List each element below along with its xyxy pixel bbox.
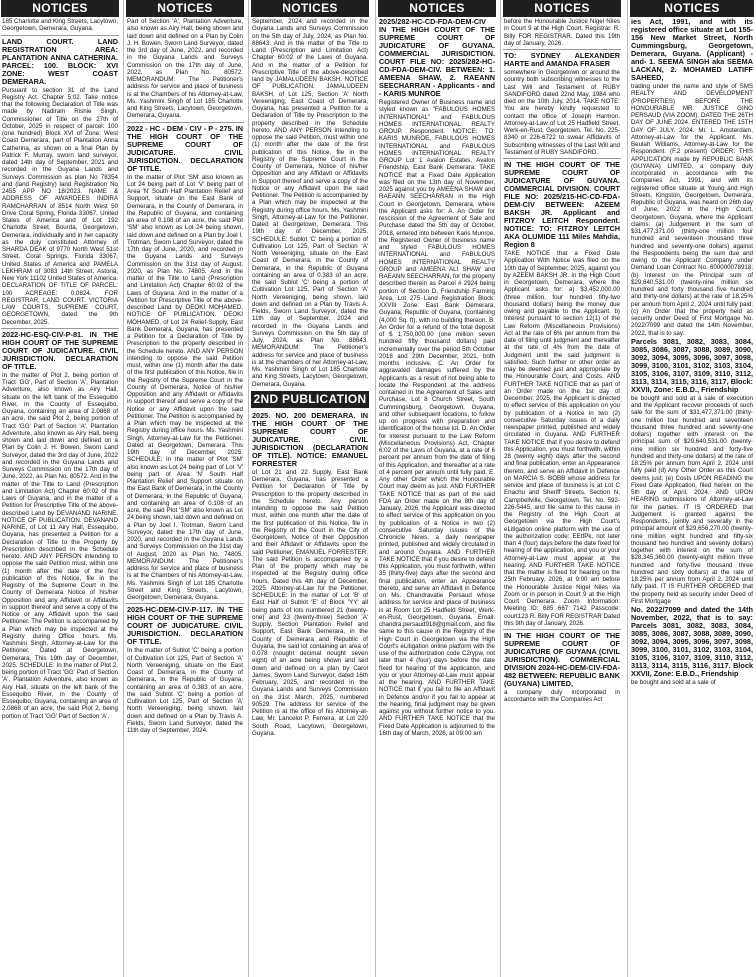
divider	[1, 35, 119, 36]
divider	[126, 603, 244, 604]
parcel-list: Parcels 3081, 3082, 3083, 3084, 3085, 3086, 3087, 3088, 3089, 3090, 3092, 3094, 3095, 3096, 3097, 3098, 3099, 3100, 3101, 3102, 3103, 3104, 3105, 3106, 3107, 3109, 3110, 3112, 3113, 3114, 3115, 3116, 3117, Block: XXVII, Zone: E.B.D., Friendship	[631, 336, 753, 394]
notice-text: 185 Charlotte and King Streets, Lacytown, Georgetown, Demerara, Guyana.	[2, 18, 118, 33]
notice-text: be bought and sold at a sale of execution and the Applicant recover proceeds of such sale for the sum of $31,477,371.00 (thirty-one million four hundred and seventeen thousand three hundred and seventy-one dollars) together with interest on the principal sum of $29,640,531.00 (twenty-nine million six hundred and forty-five hundred and thirty-one dollars) at the rate of 18.25% per annum from April 2, 2024 until fully paid (d) Any Other Order as this Court deems just; (e) Costs UPON READING the Fixed Date Application, filed herein on the 5th day of April, 2024. AND UPON HEARING submissions of Attorney-at-Law for the parties. IT IS ORDERED that Judgement is granted against the Respondents, jointly and severally in the principal amount of $29,656,270.00 (twenty-nine million eight hundred and fifty-six thousand two hundred and seventy dollars) together with interest on the sum of $28,345,360.00 (twenty-eight million three hundred and forty-five thousand three hundred and sixty dollars) at the rate of 18.25% per annum from April 2, 2024 until fully paid. IT IS FURTHER ORDERED that the property held as security under Deed of First Mortgage	[631, 394, 753, 605]
divider	[503, 629, 621, 630]
notice-text: Pursuant to section 31 of the Land Registry Act. Chapter 5:02. Take notice that the following Declaration of Title was made by Nadiram Rishie Singh, Commissioner of Title on the 27th of October, 2025 in respect of parcel: 100 (one hundred) Block XVI of Zone: West Coast Demerara, part of Plantation Anna Catherina, as shown on a final Plan by Patrick F. Murray, sworn land surveyor, dated 14th day of September, 2021 and recorded in the Guyana Lands and Surveys Commission as plan No 78354 and (land Registry) land Registration No 2455 APP NO 18/2023. NAME & ADDRESS OF AWARDEES INDIRA RAMCHARRAN of 8514 North West 50 Drive Coral Spring, Florida 33067, United States of America and of Lot 192 Charlotte Street, Bourda, Georgetown, Demerara, individually and in her capacity as the duly constituted Attorney of SHARDA DEAK of 9770 North West 51st Street, Coral Springs, Florida 33067, United States of America and PAMELA LEKHRAM of 3083 14th Street, Astoria, New York 11102 United States of America. DECLARATION OF TITLE OF PARCEL: 100 ACREAGE: 0.0824. FOR REGISTRAR, LAND COURT. VICTORIA LAW COURTS, SUPREME COURT, GEORGETOWN, dated the 9th December, 2025.	[2, 86, 118, 326]
column-rule	[248, 0, 249, 977]
column-4	[378, 0, 496, 977]
notice-text: In the matter of Plot 'SM' also known as Lot 24 being part of Lot 'V' being part of Area 'N' South Half Plantation Relief and Support, situate on the East Bank of Demerara, in the County of Demerara, in the Republic of Guyana, and containing an area of 0.108 of an acre, the said Plot 'SM' also known as Lot 24 being shown, laid down and defined on a Plan by Joel I. Trotman, Sworn Land Surveyor, dated the 17th day of June, 2020, and recorded in the Guyana Lands and Surveys Commission on the 31st day of August, 2020, as Plan No. 74805. And in the matter of the Title to Land (Prescription and Limitation Act) Chapter 60:02 of the Laws of Guyana. And in the matter of a Petition for Prescriptive Title of the above-described Land by DEOKI MOHAMED, NOTICE OF PUBLICATION. DEOKI MOHAMED, of Lot 24 Relief-Supply, East Bank Demerara, Guyana, has presented a Petition for a Declaration of Title by Prescription to the property described in the Schedule hereto. AND ANY PERSON intending to oppose the said Petition must, within one (1) month after the date of the first publication of this Notice, file in the Registry of the Supreme Court in the County of Demerara, Notice of his/her Opposition and any Affidavit or Affidavits in support thereof and serve a copy of the Notice or any Affidavit upon the said Petitioner. The Petition is accompanied by a Plan which may be inspected at the Registry during office hours. Ms. Yashmini Singh, Attorney-at-Law for the Petitioner. Dated at Georgetown, Demerara. This 19th day of December, 2025. SCHEDULE: In the matter of Plot 'SM' also known as Lot 24 being part of Lot 'V' being part of Area 'N' South Half Plantation Relief and Support situate on the East Bank of Demerara, in the County of Demerara, in the Republic of Guyana, and containing an area of 0.108 of an acre, the said Plot 'SM' also known as Lot 24 being shown, laid down and defined on a Plan by Joel I. Trotman, Sworn Land Surveyor, dated the 17th day of June, 2020, and recorded in the Guyana Lands and Surveys Commission on the 31st day of August, 2020 as Plan No. 74805. MEMORANDUM: The Petitioner's address for service and place of business is at the Chambers of his Attorney-at-Law, Ms. Yashmini Singh of Lot 185 Charlotte Street and King Streets, Lacytown, Georgetown, Demerara, Guyana.	[127, 173, 243, 601]
notice-heading: 2022-HC-ESQ-CIV-P-81. IN THE HIGH COURT OF THE SUPREME COURT OF JUDICATURE. CIVIL JURISDICTION. DECLARATION OF TITLE.	[2, 329, 118, 371]
notice-text: a company duly incorporated in accordance with the Companies Act	[504, 689, 620, 704]
divider	[503, 49, 621, 50]
notices-header: NOTICES	[1, 0, 119, 17]
notice-heading: IN THE HIGH COURT OF THE SUPREME COURT OF JUDICATURE OF GUYANA. COMMERCIAL DIVISION. COURT FILE NO: 2025/215-HC-CD-FDA-DEM-CIV BETWEEN: AZEEM BAKSH JR. Applicant and FITZROY LEITCH Respondent. NOTICE: TO: FITZROY LEITCH AKA OLUMIDE 111 Miles Mahdia, Region 8	[504, 160, 620, 249]
notice-text: trading under the name and style of SMS REALTY AND DEVELOPMENT (PROPERTIES) BEFORE THE HONOURABLE MR. JUSTICE GINO PERSAUD (VIA ZOOM). DATED THE 26TH DAY OF JUNE 2024. ENTERED THE 15TH DAY OF JULY, 2024. Mr. L. Amsterdam, Attorney-at-Law for the Applicant. Ms. Beulah Williams, Attorney-at-Law for the Respondent. (F.2 present) ORDER: THIS APPLICATION made by REPUBLIC BANK (GUYANA) LIMITED, a company duly incorporated in accordance with the Companies Act, 1991, and with its registered office situate at Young and High Streets, Kingston, Georgetown, Demerara, Republic of Guyana, was heard on 26th day of June, 2022 in the High Court, Georgetown, Guyana, where the Applicant claims: (a) Judgement in the sum of $31,477,371.00 (thirty-one million four hundred and seventeen thousand three hundred and seventy-one dollars) against the Respondents being the sum due and owing to the Applicant Company under Demand Loan Contract No. 600000078918; (b) Interest on the Principal sum of $29,640,531.00 (twenty-nine million six hundred and forty thousand five hundred and thirty-one dollars) at the rate of 18.25% per annum from April 2, 2024 until fully paid; (c) An Order that the property held as security under Deed of First Mortgage No. 2022/7099 and dated the 14th November, 2022, that is to say:	[631, 83, 753, 337]
column-rule	[500, 0, 501, 977]
notice-heading: ies Act, 1991, and with its registered office situate at Lot 155-156 New Market Street, North Cummingsburg, Georgetown, Demerara, Guyana. (Applicant) -and- 1. SEEMA SINGH aka SEEMA LACKAN, 2. MOHAMED LATIFF SAHEED,	[631, 17, 753, 82]
divider	[126, 122, 244, 123]
divider	[503, 158, 621, 159]
column-rule	[123, 0, 124, 977]
notice-text: In the matter of Plot 2, being portion of Tract 'GG', Part of Section 'A', Plantation Adventure, also known as Airy Hall, situate on the left bank of the Essequibo River, in the County of Essequibo, Guyana, containing an area of 2.0868 of an acre, the said Plot 2, being portion of Tract 'GG' Part of Section 'A', Plantation Adventure, also known as Airy Hall, being shown and laid down and defined on a Plan by Colin J. H. Bowen, Sworn Land Surveyor, dated the 3rd day of June, 2022 and recorded in the Guyana Lands and Surveys Commission on the 17th day of June, 2022, as Plan No. 80572. And in the matter of the Title to Land (Prescription and Limitation Act) Chapter 60:02 of the Laws of Guyana, and in the matter of a Petition for Prescriptive Title of the above-described Land by DEVANAND NARINE. NOTICE OF PUBLICATION. DEVANAND NARINE, of Lot 11 Airy Hall, Essequibo, Guyana, has presented a Petition for a Declaration of Title to the Property by Prescription described in the Schedule hereto. AND ANY PERSON intending to oppose the said Petition must, within one (1) month after the date of the first publication of this Notice, file in the Registry of the Supreme Court in the County of Demerara Notice of his/her Opposition and any Affidavit or Affidavits in support thereof and serve a copy of the Notice or any Affidavit upon the said Petitioner. The Petition is accompanied by a Plan which may be inspected at the Registry during Office hours. Ms. Yashmini Singh, Attorney-at-Law for the Petitioner. Dated at Georgetown, Demerara, This 19th day of December, 2025. SCHEDULE: In the matter of Plot 2, being portion of Tract 'GG' Part of Section 'A', Plantation Adventure, also known as Airy Hall, situate on the left bank of the Essequibo River, in the County of Essequibo, Guyana, containing an area of 2.0868 of an acre, the said Plot 2, being portion of Tract 'GG' Part of Section 'A'.	[2, 371, 118, 720]
column-rule	[375, 0, 376, 977]
notice-heading: 2022 - HC - DEM - CIV - P - 275. IN THE HIGH COURT OF THE SUPREME COURT OF JUDICATURE. CIVIL JURISDICTION. DECLARATION OF TITLE.	[127, 123, 243, 173]
notices-header: NOTICES	[126, 0, 244, 17]
parcel-list: No. 2022/7099 and dated the 14th November, 2022, that is to say: Parcels 3081, 3082, 3083, 3084, 3085, 3086, 3087, 3088, 3089, 3090, 3092, 3094, 3095, 3096, 3097, 3098, 3099, 3100, 3101, 3102, 3103, 3104, 3105, 3106, 3107, 3109, 3110, 3112, 3113, 3114, 3115, 3116, 3117. Block XXVII, Zone: E.B.D., Friendship	[631, 605, 753, 678]
notice-text: be bought and sold at a sale of	[631, 679, 716, 686]
notice-text: TAKE NOTICE that a Fixed Date Application With Notice was filed on the 10th day of September, 2025, against you by AZEEM BAKSH JR. in the High Court in Georgetown, Demerara, where the Applicant asks for: a) $3,452,000.00 (three million, four hundred fifty-two thousand dollars) being the money due owing and payable to the Applicant. b) Interest pursuant to section 12(1) of the Law Reform (Miscellaneous Provisions) Act at the rate of 6% per annum from the date of filing until judgment and thereafter at the rate of 4% from the date of Judgment until the said judgment is satisfied. Such further or other order as may be deemed just and appropriate by the Honourable Court, and Costs. AND FURTHER TAKE NOTICE that as part of an Order made on the 1st day of December, 2025, the Applicant is directed to effect service of this application on you by publication of a Notice in two (2) consecutive Saturday issues of a daily newspaper printed, published and widely circulated in Guyana. AND FURTHER TAKE NOTICE that if you desire to defend this Application, you must forthwith, within 28 (twenty eight) days after the second and final publication, enter an Appearance thereto, and serve an Affidavit in Defence on MARCIA S. BOBB whose address for service and place of business is at Lot C Enachu and Sheriff Streets, Section N, Campbellville, Georgetown. Tel. No. 592-226-5445, and file same to this cause in the Registry of the High Court at Georgetown via the High Court's eLitigation online platform with the use of the authorization code: EEtfPk, not later than 4 (four) days before the date fixed for hearing of the application, and you or your Attorney-at-Law must appear at the hearing. AND FURTHER TAKE NOTICE that the matter is fixed for hearing on the 25th February, 2026, at 9:00 am before the Honourable Justice Nigel Niles via Zoom or in person in Court 9 at the High Court Demerara. Zoom Information: Meeting ID: 685 667 7142 Passcode: court123 R. Billy FOR REGISTRAR Dated this 9th day of January, 2026.	[504, 250, 620, 627]
notice-text: Registered Owner of Business name and styled known as "FABULOUS HOMES INTERNATIONAL" and FABULOUS HOMES INTERNATIONAL REALTY GROUP. Respondent. NOTICE: TO: KARIS MUNROE, FABULOUS HOMES INTERNATIONAL and FABULOUS HOMES INTERNATIONAL REALTY GROUP Lot 1 Avalon Estates, Avalon Friendship, East Bank Demerara. TAKE NOTICE that a Fixed Date Application was filed on the 13th day of November, 2025 against you by AMEENA SHAW and RAEANN SEECHARRAN in the High Court in Georgetown, Demerara, where the Applicant asks for: A. An Order for rescission of the Agreement of Sale and Purchase dated the 5th day of October, 2018, entered into between Karis Munroe, the Registered Owner of business name and styled FABULOUS HOMES INTERNATIONAL and FABULOUS HOMES INTERNATIONAL REALTY GROUP and AMEENA ALI SHAW and RAEANN SEECHARRAN, for the property described therein as Parcel # 2924 being portion of Section D, Friendship Farming Area, Lot 275 Land Registration Block: XXVIII Zone: East Bank Demerara, Guyana, Republic of Guyana, (containing (4,000 Sq. ft), with no building thereon. B. An Order for a refund of the total deposit of $ 1,750,000.00 (one million seven hundred fifty thousand dollars) paid incrementally over the period 5th October 2018 and 29th December, 2021, both months inclusive. C. An Order for aggravated damages suffered by the Applicants as a result of not being able to locate the Respondent at the address contained in the Agreement of Sales and Purchase, Lot 8 Church Street, South Cummingsburg, Georgetown, Guyana, and other subsequent locations, to follow up on progress with preparation and identification of the house lot. D. An Order for interest pursuant to the Law Reform (Miscellaneous Provisions) Act, Chapter 6:02 of the Laws of Guyana, at a rate of 6 percent per annum from the date of filing of this Application, and thereafter at a rate of 4 percent per annum until fully paid. E. Any other Order which the Honourable Court may deem as just. AND FURTHER TAKE NOTICE that as part of the said FDA an Order made on the 8th day of January, 2026, the Applicant was directed to effect service of this application on you by publication of a Notice in two (2) consecutive Saturday issues of the Chronicle News, a daily newspaper printed, published and widely circulated in and around Guyana. AND FURTHER TAKE NOTICE that if you desire to defend this Application, you must forthwith, within 35 (thirty-five) days after the second and final publication, enter an Appearance thereto, and serve an Affidavit in Defence on Ms. Chandravatie Persaud whose address for service and place of business is at Room Lot 25 Hadfield Street, Werk-en-Rust, Georgetown, Guyana. Email: chandra.persaud918@gmail.com, and file same to this cause in the Registry of the High Court in Georgetown via the High Court's eLitigation online platform with the use of the authorization code C2rypw, not later than 4 (four) days before the date fixed for hearing of the application, and you or your Attorney-at-Law must appear at the hearing. AND FURTHER TAKE NOTICE that if you fail to file an Affidavit in Defence and/or if you fail to appear at the hearing, final judgment may be given against you without further notice to you. AND FURTHER TAKE NOTICE that the Fixed Date Application is adjourned to the 16th day of March, 2026, at 09:00 am	[379, 99, 495, 737]
notice-text: before the Honourable Justice Nigel Niles in Court 9 at the High Court. Registrar. R. Billy FOR REGISTRAR. Dated this 19th day of January, 2026.	[504, 18, 620, 47]
notice-text: In the matter of Sublot 'C' being a portion of Cultivation Lot 125, Part of Section 'A' North Vereeniging, situate on the East Coast of Demerara, in the County of Demerara, in the Republic of Guyana, containing an area of 0.383 of an acre, the said Sublot 'C' being a portion of Cultivation Lot 125, Part of Section 'A' North Vereeniging, being shown, laid down and defined on a Plan by Travis A. Fields, Sworn Land Surveyor, dated the 11th day of September, 2024.	[127, 647, 243, 734]
column-rule	[627, 0, 628, 977]
notice-heading: TO: SYDNEY ALEXANDER HARTE and AMANDA FRASER	[504, 51, 620, 68]
notices-header: NOTICES	[251, 0, 369, 17]
column-5	[503, 0, 621, 977]
notice-text: somewhere in Georgetown or around the country both subscribing witnesses to the Last Will and Testament of RUBY SANDIFORD dated 22nd May, 1984 who died on the 10th July, 2014. TAKE NOTE: You are hereby kindly requested to contact the office of Joseph Harmon, Attorney-at-Law of Lot 25 Hadfield Street, Werk-en-Rust, Georgetown. Tel. No. 225-8340 or 226-6722 to swear Affidavits of Subscribing witnesses of the Last Will and Testament of RUBY SANDIFORD.	[504, 69, 620, 156]
notice-text: September, 2024 and recorded in the Guyana Lands and Surveys Commission on the 5th day of July, 2024, as Plan No. 88643. And in the matter of the Title to Land (Prescription and Limitation Act) Chapter 60:02 of the Laws of Guyana. And in the matter of a Petition for Prescriptive Title of the above-described land by JAMALUDEEN BAKSH. NOTICE OF PUBLICATION. JAMALUDEEN BAKSH, of Lot 125, Section 'A' North Vereeniging, East Coast of Demerara, Guyana, has presented a Petition for a Declaration of Title by Prescription to the property described in the Schedule hereto. AND ANY PERSON intending to oppose the said Petition, must within one (1) month after the date of the first publication of this Notice, file in the Registry of the Supreme Court in the County of Demerara, Notice of his/her Opposition and any Affidavit or Affidavits in Support thereof and serve a copy of the Notice or any Affidavit upon the said Petitioner. The Petition is accompanied by a Plan which may be inspected at the Registry during office hours. Ms. Yashmini Singh, Attorney-at-Law for the Petitioner. Dated at Georgetown, Demerara. This 19th day of December, 2025. SCHEDULE: Sublot 'C' being a portion of Cultivation Lot 125, Part of Section 'A' North Vereeniging, situate on the East Coast of Demerara, in the County of Demerara, in the Republic of Guyana containing an area of 0.383 of an acre, the said Sublot 'C' being a portion of Cultivation Lot 125, Part of Section 'A' North Vereeniging, being shown, laid down and defined on a Plan by Travis A. Fields, Sworn Land Surveyor, dated the 11th day of September, 2024 and recorded in the Guyana Lands and Surveys Commission on the 5th day of July, 2024, as Plan No. 88643. MEMORANDUM: The Petitioner's address for service and place of business is at the chambers of her Attorney-at-Law, Ms. Yashmini Singh of Lot 185 Charlotte and King Streets, Lacytown, Georgetown, Demerara, Guyana.	[252, 18, 368, 388]
column-3	[251, 0, 369, 977]
notice-text: Part of Section 'A', Plantation Adventure, also known as Airy Hall, being shown and laid down and defined on a Plan by Colin J. H. Bowen, Sworn Land Surveyor, dated the 3rd day of June, 2022, and recorded in the Guyana Lands and Surveys Commission on the 17th day of June, 2022, as Plan No. 80572. MEMORANDUM: The Petitioner's address for service and place of business is at the Chambers of his Attorney-at-Law, Ms. Yashmini Singh of Lot 185 Charlotte and King Streets, Lacytown, Georgetown, Demerara, Guyana.	[127, 18, 243, 120]
notices-header: NOTICES	[630, 0, 754, 17]
notices-header: NOTICES	[378, 0, 496, 17]
notice-heading: 2025. NO. 200 DEMERARA. IN THE HIGH COURT OF THE SUPREME COURT OF JUDICATURE. CIVIL JURISDICTION (DECLARATION OF TITLE). NOTICE: EMANUEL FORRESTER	[252, 410, 368, 468]
notice-text: of Lot 21 and 22 Supply, East Bank Demerara, Guyana, has presented a Petition for Declaration of Title by Prescription to the property described in the Schedule hereto. Any person intending to oppose the said Petition must, within one month after the date of the first publication of this Notice, file in the Registry of the Court in the City of Georgetown, Notice of their Opposition and their Affidavit or Affidavits upon the said Petitioner, EMANUEL FORRESTER. The said Petition is accompanied by a Plan of the property which may be inspected at the Registry during office hours. Dated this 4th day of December, 2025. Attorney-at-Law for the Petitioner. SCHEDULE: In the matter of Lot 'B' of East Half of Sublot 'E' of Block 'YY' all being parts of lots numbered 21 (twenty-one) and 23 (twenty-three) Section 'A' Supply, Section Plantation Relief and Support, East Bank Demerara, in the County of Demerara and Republic of Guyana, the said lot containing an area of 0.078 (nought decimal nought seven eight) of an acre being shown and laid down and defined on a plan by Carol James, Sworn Land Surveyor, dated 16th February, 2025, and recorded in the Guyana Lands and Surveys Commission on the 31st March, 2025, numbered 90529. The address for service of the Petition is at the office of his Attorney-at-Law, Mr. Lancelot P. Ferreira, at Lot 220 South Road, Lacytown, Georgetown, Guyana.	[252, 468, 368, 737]
notices-header: NOTICES	[503, 0, 621, 17]
notice-heading: 2025/282-HC-CD-FDA-DEM-CIV IN THE HIGH COURT OF THE SUPREME COURT OF JUDICATURE OF GUYANA. COMMERCIAL JURISDICTION. COURT FILE NO: 2025/282-HC-CD-FDA-DEM-CIV. BETWEEN: 1. AMEENA SHAW, 2. RAEANN SEECHARRAN - Applicants - and - KARIS MUNROE	[379, 17, 495, 98]
column-2	[126, 0, 244, 977]
notice-heading: 2025-HC-DEM-CIV-P-117. IN THE HIGH COURT OF THE SUPREME COURT OF JUDICATURE. CIVIL JURISDICTION. DECLARATION OF TITLE.	[127, 605, 243, 647]
column-1	[1, 0, 119, 977]
notice-heading: LAND COURT. LAND REGISTRATION AREA: PLANTATION ANNA CATHERINA. PARCEL: 100. BLOCK: XVI ZONE: WEST COAST DEMERARA.	[2, 36, 118, 86]
column-6	[630, 0, 754, 977]
notice-heading: IN THE HIGH COURT OF THE SUPREME COURT OF JUDICATURE OF GUYANA (CIVIL JURISDICTION). COMMERCIAL DIVISION 2024-HC-DEM-CIV-FDA-482 BETWEEN: REPUBLIC BANK (GUYANA) LIMITED,	[504, 631, 620, 688]
second-publication-header: 2ND PUBLICATION	[251, 391, 369, 408]
divider	[1, 328, 119, 329]
